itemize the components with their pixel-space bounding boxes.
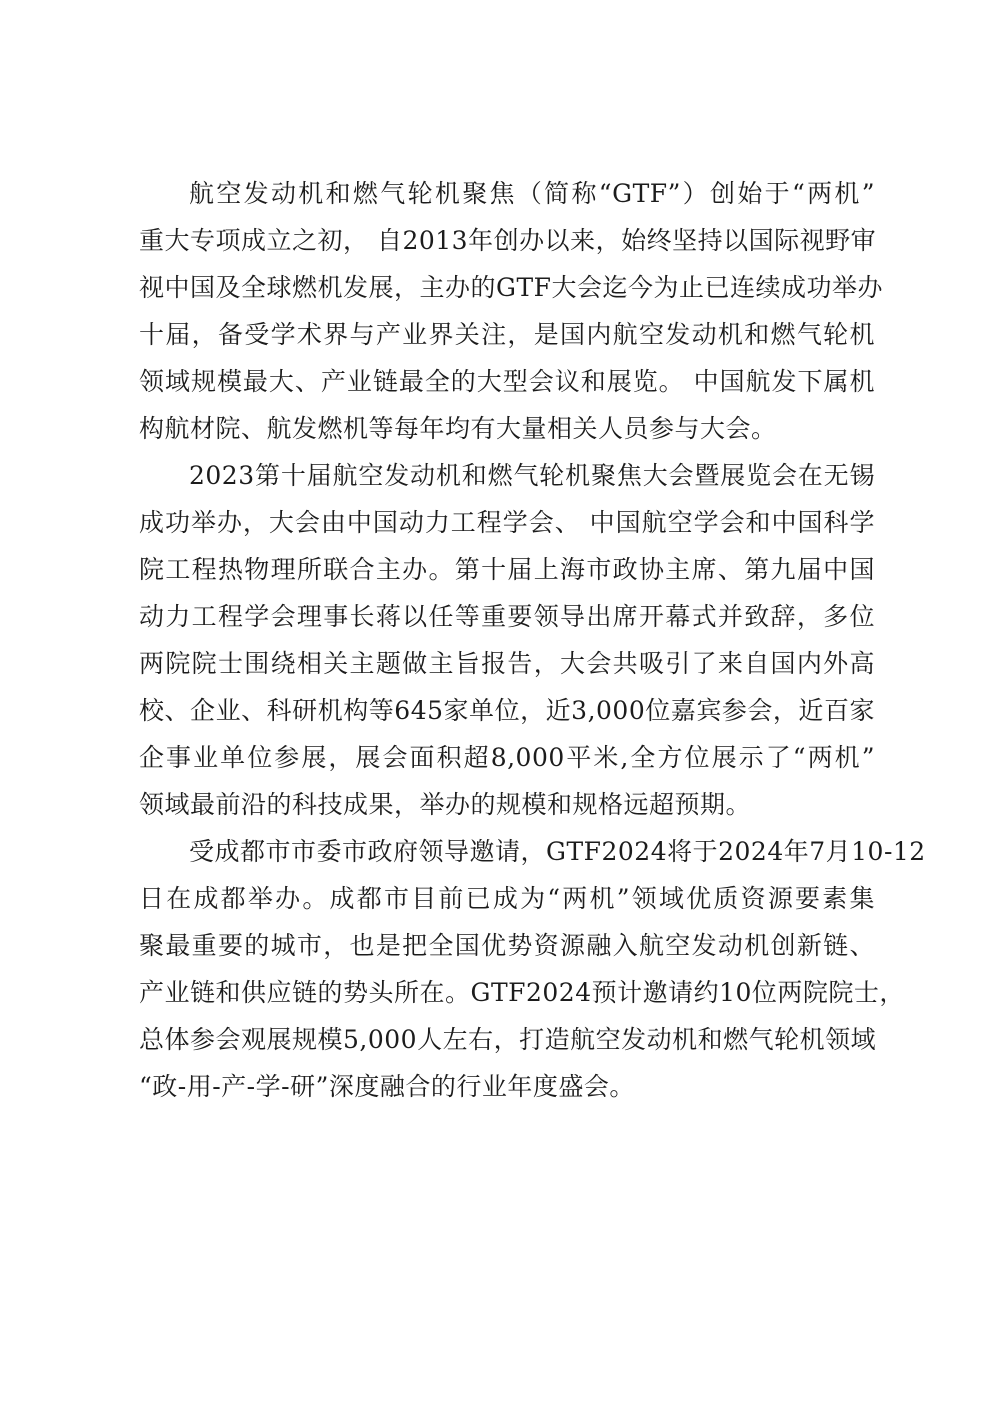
text-line: 视中国及全球燃机发展，主办的GTF大会迄今为止已连续成功举办 <box>139 273 883 302</box>
text-line: 产业链和供应链的势头所在。GTF2024预计邀请约10位两院院士， <box>139 978 905 1007</box>
text-line: 两院院士围绕相关主题做主旨报告，大会共吸引了来自国内外高 <box>139 649 875 678</box>
text-line: 构航材院、航发燃机等每年均有大量相关人员参与大会。 <box>139 414 777 443</box>
paragraph-gtf-2023 <box>139 452 875 828</box>
text-line: 校、企业、科研机构等645家单位，近3,000位嘉宾参会，近百家 <box>139 696 875 725</box>
text-line: “政-用-产-学-研”深度融合的行业年度盛会。 <box>139 1072 635 1101</box>
text-line: 2023第十届航空发动机和燃气轮机聚焦大会暨展览会在无锡 <box>189 461 875 490</box>
paragraph-gtf-intro <box>139 170 883 452</box>
text-line: 企事业单位参展，展会面积超8,000平米,全方位展示了“两机” <box>139 743 875 772</box>
text-line: 十届，备受学术界与产业界关注，是国内航空发动机和燃气轮机 <box>139 320 875 349</box>
text-line: 领域最前沿的科技成果，举办的规模和规格远超预期。 <box>139 790 752 819</box>
text-line: 聚最重要的城市，也是把全国优势资源融入航空发动机创新链、 <box>139 931 875 960</box>
text-line: 领域规模最大、产业链最全的大型会议和展览。 中国航发下属机 <box>139 367 875 396</box>
text-line: 航空发动机和燃气轮机聚焦（简称“GTF”）创始于“两机” <box>189 179 875 208</box>
text-line: 重大专项成立之初， 自2013年创办以来，始终坚持以国际视野审 <box>139 226 877 255</box>
text-line: 动力工程学会理事长蒋以任等重要领导出席开幕式并致辞，多位 <box>139 602 875 631</box>
document-body <box>139 170 926 1110</box>
text-line: 院工程热物理所联合主办。第十届上海市政协主席、第九届中国 <box>139 555 875 584</box>
text-line: 成功举办，大会由中国动力工程学会、 中国航空学会和中国科学 <box>139 508 875 537</box>
text-line: 总体参会观展规模5,000人左右，打造航空发动机和燃气轮机领域 <box>139 1025 877 1054</box>
text-line: 受成都市市委市政府领导邀请，GTF2024将于2024年7月10-12 <box>189 837 926 866</box>
paragraph-gtf-2024 <box>139 828 926 1110</box>
text-line: 日在成都举办。成都市目前已成为“两机”领域优质资源要素集 <box>139 884 875 913</box>
